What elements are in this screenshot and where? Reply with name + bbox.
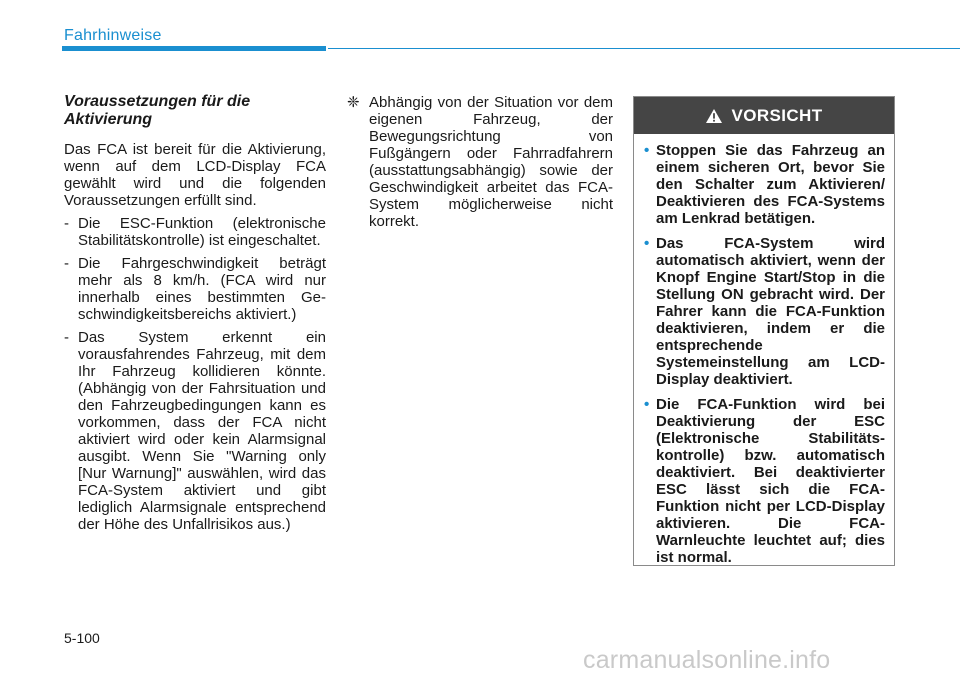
caution-body: [634, 134, 894, 566]
header-rule-thick: [62, 46, 326, 51]
caution-title: VORSICHT: [731, 105, 823, 125]
caution-item: [644, 396, 885, 566]
note-symbol: ❈: [347, 94, 360, 111]
header-rule-thin: [328, 48, 960, 49]
list-item-text: Die ESC-Funktion (elektronische Stabilitätskontrolle) ist eingeschaltet.: [78, 215, 326, 249]
caution-item: [644, 142, 885, 227]
list-item: [64, 329, 326, 533]
left-column: [64, 93, 326, 539]
warning-triangle-icon: [705, 108, 723, 124]
dash-marker: -: [64, 329, 69, 346]
section-header: Fahrhinweise: [64, 27, 162, 44]
caution-box: [633, 96, 895, 566]
bullet: •: [644, 396, 650, 413]
caution-item-text: Die FCA-Funktion wird bei Deaktivierung der ESC (Elektronische Stabilitätskontrolle) bzw. automatisch deaktiviert. Bei deaktivierter ESC lässt sich die FCA-Funktion nicht per LCD-Display aktivieren. Die FCA-Warnleuchte leuchtet auf; dies ist normal.: [656, 396, 885, 566]
note-text: Abhängig von der Situation vor dem eigenen Fahrzeug, der Bewegungsrichtung von Fußgängern oder Fahrradfahrern (ausstattungsabhängig) sowie der Geschwindigkeit arbeitet das FCA-System möglicherweise nicht korrekt.: [369, 94, 613, 230]
dash-marker: -: [64, 255, 69, 272]
intro-paragraph: Das FCA ist bereit für die Aktivierung, wenn auf dem LCD-Display FCA gewählt wird und die folgenden Voraussetzungen erfüllt sind.: [64, 141, 326, 209]
list-item: [64, 255, 326, 323]
watermark: carmanualsonline.info: [583, 646, 831, 674]
list-item: [64, 215, 326, 249]
page-number: 5-100: [64, 630, 100, 646]
caution-item-text: Stoppen Sie das Fahrzeug an einem sicheren Ort, bevor Sie den Schalter zum Aktivieren/ Deaktivieren des FCA-Systems am Lenkrad betätigen.: [656, 142, 885, 227]
dash-marker: -: [64, 215, 69, 232]
list-item-text: Die Fahrgeschwindigkeit beträgt mehr als 8 km/h. (FCA wird nur innerhalb eines bestimmten Geschwindigkeitsbereichs aktiviert.): [78, 255, 326, 323]
list-item-text: Das System erkennt ein vorausfahrendes Fahrzeug, mit dem Ihr Fahrzeug kollidieren könnte. (Abhängig von der Fahrsituation und den Fahrzeugbedingungen kann es vorkommen, dass der FCA nicht aktiviert wird oder kein Alarmsignal ausgibt. Wenn Sie "Warning only [Nur Warnung]" auswählen, wird das FCA-System aktiviert und gibt lediglich Alarmsignale entsprechend der Höhe des Unfallrisikos aus.): [78, 329, 326, 533]
section-title: Voraussetzungen für die Aktivierung: [64, 93, 251, 128]
caution-header: [634, 97, 894, 134]
middle-column: [347, 94, 613, 230]
bullet: •: [644, 235, 650, 252]
caution-item: [644, 235, 885, 388]
bullet: •: [644, 142, 650, 159]
caution-item-text: Das FCA-System wird automatisch aktiviert, wenn der Knopf Engine Start/Stop in die Stellung ON gebracht wird. Der Fahrer kann die FCA-Funktion deaktivieren, indem er die entsprechende Systemeinstellung am LCD-Display deaktiviert.: [656, 235, 885, 388]
